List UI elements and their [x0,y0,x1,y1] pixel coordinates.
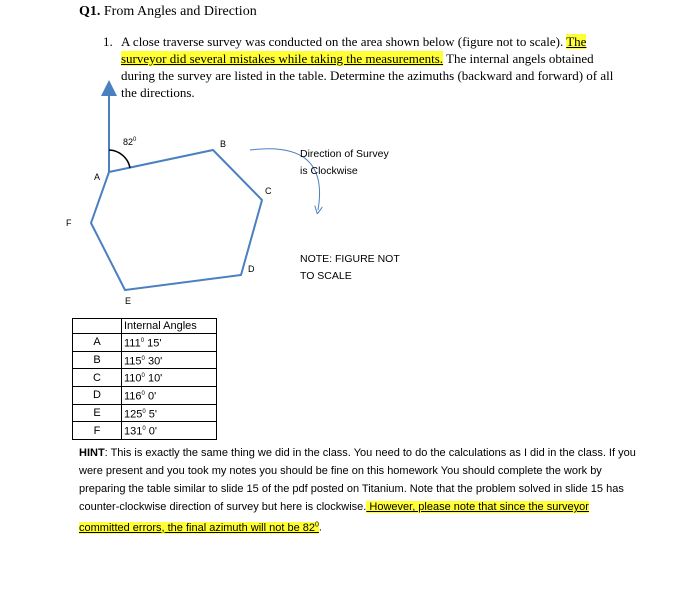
table-station-cell: D [73,386,122,404]
angle-arc [109,150,130,168]
hint-label: HINT [79,447,105,459]
degree-mark: 0 [141,373,145,380]
degree-mark: 0 [140,338,145,344]
table-station-cell: F [73,422,122,440]
degree-mark: 0 [142,426,146,433]
degree-mark: 0 [142,408,146,415]
station-label-a: A [94,172,101,182]
angle-degrees: 110 [124,372,142,385]
angle-degrees: 116 [124,390,142,403]
table-angle-cell [122,351,217,369]
angle-degrees: 111 [124,337,141,350]
angle-degrees: 115 [124,355,142,368]
angle-label [123,137,136,147]
angle-minutes: 15' [144,337,162,350]
figure-note-line2: TO SCALE [300,270,352,282]
problem-number: 1. [103,34,113,49]
table-header-row [73,319,217,334]
hint-highlight-text: However, please note that since the surveyor committed errors, the final azimuth will not be 82 [79,501,589,534]
angle-degrees: 131 [124,425,143,438]
hint-text: : This is exactly the same thing we did in the class. You need to do the calculations as I did in the class. If you were present and you took my notes you should be fine on this homework You should complete the work by preparing the table similar to slide 15 of the pdf posted on Titanium. Note that the problem solved in slide 15 has counter-clockwise direction of survey but here is clockwise. [79,447,636,513]
table-angle-cell [122,404,217,422]
angle-minutes: 30' [144,355,163,368]
table-angle-cell [122,386,217,404]
question-title-text: From Angles and Direction [100,4,257,19]
angle-minutes: 10' [144,372,163,385]
station-label-b: B [220,139,227,149]
table-station-cell: A [73,334,122,352]
angle-minutes: 5' [145,408,157,421]
problem-highlight: The surveyor did several mistakes while taking the measurements. [121,34,587,66]
table-header: Internal Angles [122,319,217,334]
table-angle-cell [122,422,217,440]
angle-unit: 0 [133,137,137,143]
degree-mark: 0 [141,390,145,397]
angle-minutes: 0' [145,425,157,438]
direction-label [300,146,389,180]
station-label-c: C [265,186,272,196]
question-number: Q1. [79,4,101,19]
table-station-cell: E [73,404,122,422]
figure-note-line1: NOTE: FIGURE NOT [300,253,400,265]
degree-mark: 0 [141,355,145,362]
table-row [73,404,217,422]
hint-end: . [318,521,322,534]
problem-text-before: A close traverse survey was conducted on the area shown below (figure not to scale). [121,34,567,49]
hint-paragraph [79,444,639,537]
direction-label-line2: is Clockwise [300,165,358,177]
problem-text-after: The internal angels obtained during the survey are listed in the table. Determine the azimuths (backward and forward) of all the directions. [121,51,614,100]
angle-value: 82 [123,137,134,147]
angle-degrees: 125 [124,408,143,421]
station-label-f: F [66,218,72,228]
angle-minutes: 0' [144,390,157,403]
table-header-blank [73,319,122,334]
station-label-e: E [125,296,132,306]
traverse-polygon [91,150,262,290]
table-station-cell: C [73,369,122,387]
figure-note [300,251,400,285]
table-station-cell: B [73,351,122,369]
table-angle-cell [122,369,217,387]
direction-label-line1: Direction of Survey [300,148,389,160]
station-label-d: D [248,264,255,274]
internal-angles-table [72,318,217,440]
table-row [73,386,217,404]
table-row [73,422,217,440]
table-row [73,334,217,352]
table-angle-cell [122,334,217,352]
table-row [73,369,217,387]
hint-highlight-sup: 0 [315,521,319,528]
table-row [73,351,217,369]
